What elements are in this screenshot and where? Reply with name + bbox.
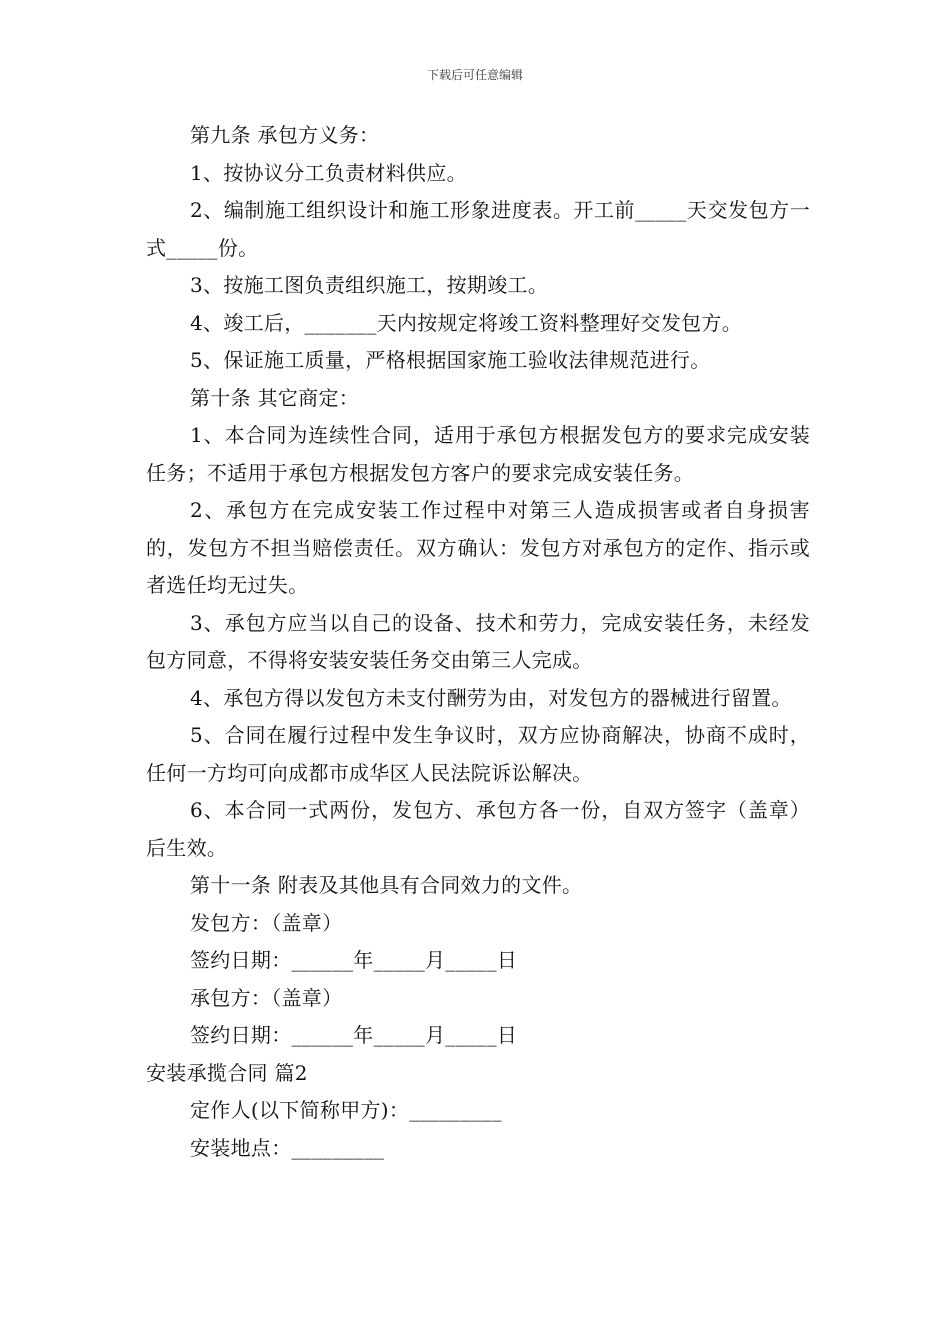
contractor-seal-line: 承包方：（盖章）: [190, 985, 343, 1010]
article-10-heading: 第十条 其它商定：: [190, 385, 360, 410]
article-10-item-3: 3、承包方应当以自己的设备、技术和劳力，完成安装任务，未经发包方同意，不得将安装安装任务交由第三人完成。: [146, 610, 810, 672]
article-11-heading: 第十一条 附表及其他具有合同效力的文件。: [190, 873, 583, 897]
article-9-item-3: 3、按施工图负责组织施工，按期竣工。: [190, 273, 549, 297]
article-9-item-4: 4、竣工后，_______天内按规定将竣工资料整理好交发包方。: [190, 310, 743, 335]
article-10-item-6: 6、本合同一式两份，发包方、承包方各一份，自双方签字（盖章）后生效。: [146, 798, 810, 860]
article-9-heading: 第九条 承包方义务：: [190, 123, 380, 147]
section-title-contract-2: 安装承揽合同 篇2: [146, 1060, 308, 1085]
employer-seal-line: 发包方：（盖章）: [190, 910, 343, 935]
article-9-item-5: 5、保证施工质量，严格根据国家施工验收法律规范进行。: [190, 348, 711, 372]
article-10-item-2: 2、承包方在完成安装工作过程中对第三人造成损害或者自身损害的，发包方不担当赔偿责任。双方确认：发包方对承包方的定作、指示或者选任均无过失。: [146, 498, 810, 597]
party-a-line: 定作人(以下简称甲方)：_________: [190, 1098, 502, 1122]
document-body: [146, 117, 810, 1167]
article-10-item-1: 1、本合同为连续性合同，适用于承包方根据发包方的要求完成安装任务；不适用于承包方根据发包方客户的要求完成安装任务。: [146, 423, 810, 485]
article-10-item-5: 5、合同在履行过程中发生争议时，双方应协商解决，协商不成时，任何一方均可向成都市成华区人民法院诉讼解决。: [146, 723, 810, 785]
article-10-item-4: 4、承包方得以发包方未支付酬劳为由，对发包方的器械进行留置。: [190, 685, 792, 710]
install-location-line: 安装地点：_________: [190, 1135, 385, 1160]
article-9-item-2: 2、编制施工组织设计和施工形象进度表。开工前_____天交发包方一式_____份。: [146, 198, 810, 260]
article-9-item-1: 1、按协议分工负责材料供应。: [190, 160, 467, 185]
employer-sign-date: 签约日期：______年_____月_____日: [190, 948, 518, 972]
page-header-note: 下载后可任意编辑: [426, 68, 523, 82]
contractor-sign-date: 签约日期：______年_____月_____日: [190, 1023, 518, 1047]
